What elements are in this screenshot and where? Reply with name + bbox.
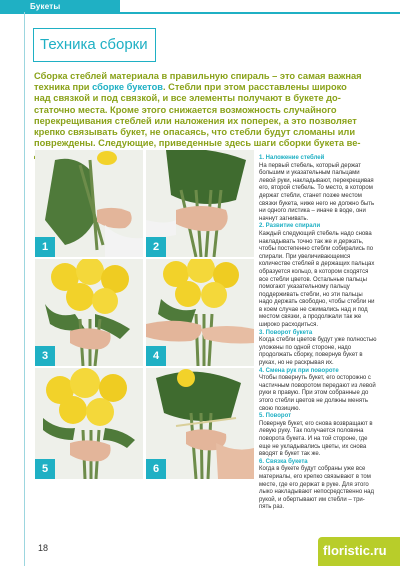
top-rule [120,12,400,14]
step-2-title: 2. Развитие спирали [259,223,321,230]
left-margin-rule [24,12,25,566]
step-2-body: Каждый следующий стебель надо снова накладывать точно так же и держать, чтобы постепенно стебли собирались по спирали. При увеличивающемся количестве стеблей в держащих пальцах образуется кольцо, в котором сходятся все стебли цветов. Остальные пальцы помогают указательному пальцу поддерживать стебли, но эти пальцы надо держать свободно, чтобы стебли ни в коем случае не сжимались над и под местом связки, а продолжали так же широко расходиться. [259,230,375,329]
step-4 [259,368,377,414]
step-2 [259,223,377,329]
step-3 [259,330,377,368]
step-1 [259,155,377,223]
photo-4-badge: 4 [146,346,166,366]
step-5 [259,413,377,459]
step-5-body: Повернув букет, его снова возвращают в левую руку. Так получается половина поворота букета. И на той стороне, где еще не укладывались цветы, их снова вводят в букет так же. [259,420,373,458]
logo-text: floristic.ru [323,543,387,558]
step-photo-5 [35,368,143,479]
step-6-body: Когда в букете будут собраны уже все материалы, его крепко связывают в том месте, где его держат в руке. Для этого лыко накладывают непосредственно над рукой, и обертывают им стебли – три-пять раз. [259,466,375,511]
intro-text-2: . Стебли при этом расставлены широко над связкой и под связкой, и все элементы получают в букете достаточно места. Кроме этого снижается возможность случайного перекрещивания стеблей или наложения их поперек, а это позволяет крепко связывать букет, не опасаясь, что стебли будут сломаны или повреждены. Следующие, приведенные здесь шаги сборки букета ве [34,82,361,149]
photo-1-badge: 1 [35,237,55,257]
photo-5-badge: 5 [35,459,55,479]
page-title: Техника сборки [40,36,148,53]
top-bar [0,0,400,14]
step-photo-1 [35,150,143,257]
page-number: 18 [38,543,49,553]
photo-2-badge: 2 [146,237,166,257]
step-1-title: 1. Наложение стеблей [259,155,325,161]
step-3-body: Когда стебли цветов будут уже полностью уложены по одной стороне, надо продолжать сборку, повернув букет в руках, но не раскрывая их. [259,337,377,367]
floristic-logo[interactable] [318,537,400,566]
step-photo-2 [146,150,254,257]
section-label: Букеты [30,2,61,11]
step-photo-3 [35,259,143,366]
photo-3-badge: 3 [35,346,55,366]
step-6 [259,459,377,512]
intro-text-1: Сборка стеблей материала в правильную спираль – это самая важная техника при [34,71,362,93]
section-tab [0,0,120,14]
step-1-body: На первый стебель, который держат большим и указательным пальцами левой руки, накладывают, перекрещивая его, второй стебель. То место, в котором держат стебли, станет позже местом связки букета, ниже него не должно быть ни одного листика – иначе в воде, они начнут загнивать. [259,162,375,222]
intro-link[interactable]: сборке букетов [92,82,163,93]
step-6-title: 6. Связка букета [259,458,308,465]
photo-6-badge: 6 [146,459,166,479]
step-photo-4 [146,259,254,366]
step-5-title: 5. Поворот [259,413,292,420]
intro-paragraph [34,71,364,161]
step-photo-6 [146,368,254,479]
steps-column [259,155,377,512]
step-4-body: Чтобы повернуть букет, его осторожно с частичным поворотом передают из левой руки в правую. При этом собранные до этого стебли цветов не должны менять свою позицию. [259,375,376,412]
title-box [33,28,156,62]
step-3-title: 3. Поворот букета [259,329,313,336]
step-4-title: 4. Смена рук при повороте [259,367,339,374]
